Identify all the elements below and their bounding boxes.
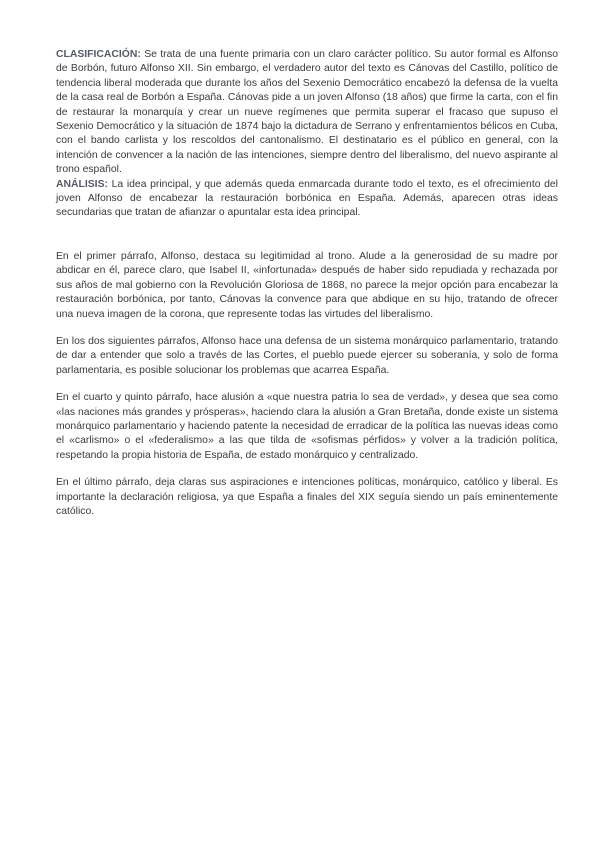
clasificacion-text: Se trata de una fuente primaria con un claro carácter político. Su autor formal es Alfonso de Borbón, futuro Alfonso XII. Sin embargo, el verdadero autor del texto es Cánovas del Castillo, político de tendencia liberal moderada que durante los años del Sexenio Democrático encabezó la defensa de la vuelta de la casa real de Borbón a España. Cánovas pide a un joven Alfonso (18 años) que firme la carta, con el fin de restaurar la monarquía y crear un nueve regímenes que permita superar el fracaso que supuso el Sexenio Democrático y la situación de 1874 bajo la dictadura de Serrano y enfrentamientos bélicos en Cuba, con el bando carlista y los rescoldos del cantonalismo. El destinatario es el público en general, con la intención de convencer a la nación de las intenciones, siempre dentro del liberalismo, del nuevo aspirante al trono español. (56, 49, 558, 176)
body-paragraph-fourth: En el último párrafo, deja claras sus aspiraciones e intenciones políticas, monárquico, católico y liberal. Es importante la declaración religiosa, ya que España a finales del XIX seguía siendo un país eminentemente católico. (56, 477, 558, 517)
body-paragraph-first: En el primer párrafo, Alfonso, destaca su legitimidad al trono. Alude a la generosidad de su madre por abdicar en él, parece claro, que Isabel II, «infortunada» después de haber sido repudiada y rechazada por sus años de mal gobierno con la Revolución Gloriosa de 1868, no parece la mejor opción para encabezar la restauración borbónica, por tanto, Cánovas la convence para que abdique en su hijo, tratando de ofrecer una nueva imagen de la corona, que represente todas las virtudes del liberalismo. (56, 250, 558, 320)
body-paragraph-second: En los dos siguientes párrafos, Alfonso hace una defensa de un sistema monárquico parlamentario, tratando de dar a entender que solo a través de las Cortes, el pueblo puede ejercer su soberanía, y solo de forma parlamentaria, es posible solucionar los problemas que acarrea España. (56, 335, 558, 376)
document-page (56, 48, 558, 519)
body-paragraph-third: En el cuarto y quinto párrafo, hace alusión a «que nuestra patria lo sea de verdad», y desea que sea como «las naciones más grandes y prósperas», haciendo clara la alusión a Gran Bretaña, donde existe un sistema monárquico parlamentario y haciendo patente la necesidad de erradicar de la política las nuevas ideas como el «carlismo» o el «federalismo» a las que tilda de «sofismas pérfidos» y volver a la tradición política, respetando la propia historia de España, de estado monárquico y centralizado. (56, 392, 558, 461)
analisis-label: ANÁLISIS: (56, 178, 108, 190)
clasificacion-label: CLASIFICACIÓN: (56, 49, 141, 60)
clasificacion-paragraph (56, 48, 558, 178)
analisis-paragraph (56, 178, 558, 221)
analisis-text: La idea principal, y que además queda enmarcada durante todo el texto, es el ofrecimiento del joven Alfonso de encabezar la restauración borbónica en España. Además, aparecen otras ideas secundarias que tratan de afianzar o apuntalar esta idea principal. (56, 178, 558, 219)
